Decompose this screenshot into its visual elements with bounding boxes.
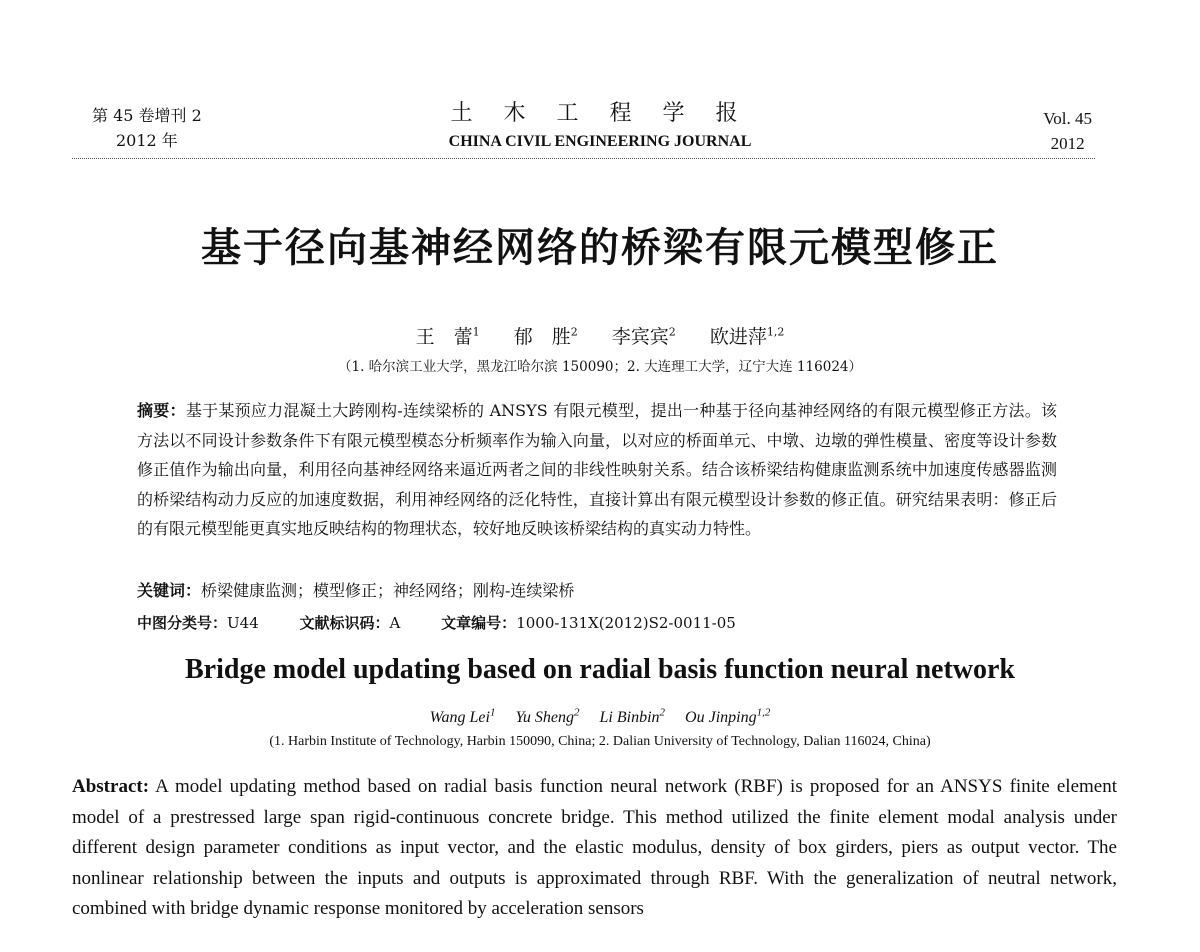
- author-name: 欧进萍: [709, 326, 767, 348]
- author-cn: [514, 326, 578, 348]
- header-journal: [400, 100, 800, 154]
- author-affil-mark: 1,2: [766, 325, 785, 339]
- author-list-en: [0, 707, 1200, 727]
- abstract-en-label: Abstract:: [72, 776, 150, 797]
- author-en: [600, 709, 666, 726]
- header-volume-en: [1043, 106, 1092, 156]
- author-cn: [416, 326, 480, 348]
- keywords-cn-text: 桥梁健康监测；模型修正；神经网络；刚构-连续梁桥: [201, 581, 575, 600]
- keywords-cn: [137, 578, 574, 601]
- doc-label: 文献标识码：: [299, 614, 390, 632]
- clc-number: [137, 614, 259, 632]
- paper-title-cn: 基于径向基神经网络的桥梁有限元模型修正: [201, 225, 999, 271]
- journal-name-cn: 土 木 工 程 学 报: [450, 101, 750, 126]
- author-name: 王 蕾: [415, 326, 473, 348]
- author-name: Li Binbin: [599, 709, 660, 727]
- header-volume-cn: [92, 103, 202, 153]
- author-affil-mark: 2: [659, 707, 666, 719]
- header-divider: [72, 158, 1095, 159]
- paper-title-en: Bridge model updating based on radial basis function neural network: [184, 654, 1016, 685]
- abstract-cn-label: 摘要：: [137, 401, 186, 420]
- header-volume-en-text: Vol. 45: [1043, 109, 1092, 128]
- author-affil-mark: 1: [489, 707, 496, 719]
- classification-line: [137, 612, 772, 633]
- author-name: Wang Lei: [429, 709, 490, 727]
- article-label: 文章编号：: [441, 614, 517, 632]
- abstract-cn-text: 基于某预应力混凝土大跨刚构-连续梁桥的 ANSYS 有限元模型，提出一种基于径向基神经网络的有限元模型修正方法。该方法以不同设计参数条件下有限元模型模态分析频率作为输入向量，以对应的桥面单元、中墩、边墩的弹性模量、密度等设计参数修正值作为输出向量，利用径向基神经网络来逼近两者之间的非线性映射关系。结合该桥梁结构健康监测系统中加速度传感器监测的桥梁结构动力反应的加速度数据，利用神经网络的泛化特性，直接计算出有限元模型设计参数的修正值。研究结果表明：修正后的有限元模型能更真实地反映结构的物理状态，较好地反映该桥梁结构的真实动力特性。: [137, 401, 1057, 538]
- author-en: [515, 709, 579, 726]
- clc-label: 中图分类号：: [137, 614, 228, 632]
- author-en: [685, 709, 770, 726]
- header-volume-cn-text: 第 45 卷增刊 2: [92, 106, 202, 125]
- doc-value: A: [389, 614, 401, 632]
- author-name: Ou Jinping: [685, 709, 757, 727]
- document-code: [300, 614, 401, 632]
- journal-name-en: CHINA CIVIL ENGINEERING JOURNAL: [448, 133, 752, 150]
- affiliation-en: (1. Harbin Institute of Technology, Harbin 150090, China; 2. Dalian University of Technology, Dalian 116024, China): [269, 734, 931, 749]
- author-en: [430, 709, 496, 726]
- author-affil-mark: 2: [668, 325, 676, 339]
- author-name: Yu Sheng: [515, 709, 575, 727]
- author-affil-mark: 1,2: [756, 707, 771, 719]
- keywords-cn-label: 关键词：: [137, 581, 202, 600]
- author-affil-mark: 2: [570, 325, 578, 339]
- author-cn: [612, 326, 676, 348]
- clc-value: U44: [227, 614, 259, 632]
- author-name: 李宾宾: [611, 326, 669, 348]
- affiliation-cn: （1. 哈尔滨工业大学，黑龙江哈尔滨 150090；2. 大连理工大学，辽宁大连 116024）: [338, 359, 862, 375]
- article-value: 1000-131X(2012)S2-0011-05: [516, 614, 736, 632]
- header-year-en-text: 2012: [1050, 134, 1085, 153]
- author-affil-mark: 2: [574, 707, 580, 719]
- abstract-en: [72, 772, 1117, 925]
- author-cn: [710, 326, 785, 348]
- author-list-cn: [0, 322, 1200, 349]
- abstract-cn: [137, 396, 1057, 544]
- abstract-en-text: A model updating method based on radial basis function neural network (RBF) is proposed for an ANSYS finite element model of a prestressed large span rigid-continuous concrete bridge. This method utilized the finite element modal analysis under different design parameter conditions as input vector, and the elastic modulus, density of box girders, piers as output vector. The nonlinear relationship between the inputs and outputs is approximated through RBF. With the generalization of neutral network, combined with bridge dynamic response monitored by acceleration sensors: [72, 776, 1117, 919]
- author-affil-mark: 1: [472, 325, 480, 339]
- article-number: [441, 614, 736, 632]
- author-name: 郁 胜: [513, 326, 571, 348]
- header-year-cn-text: 2012 年: [116, 131, 178, 150]
